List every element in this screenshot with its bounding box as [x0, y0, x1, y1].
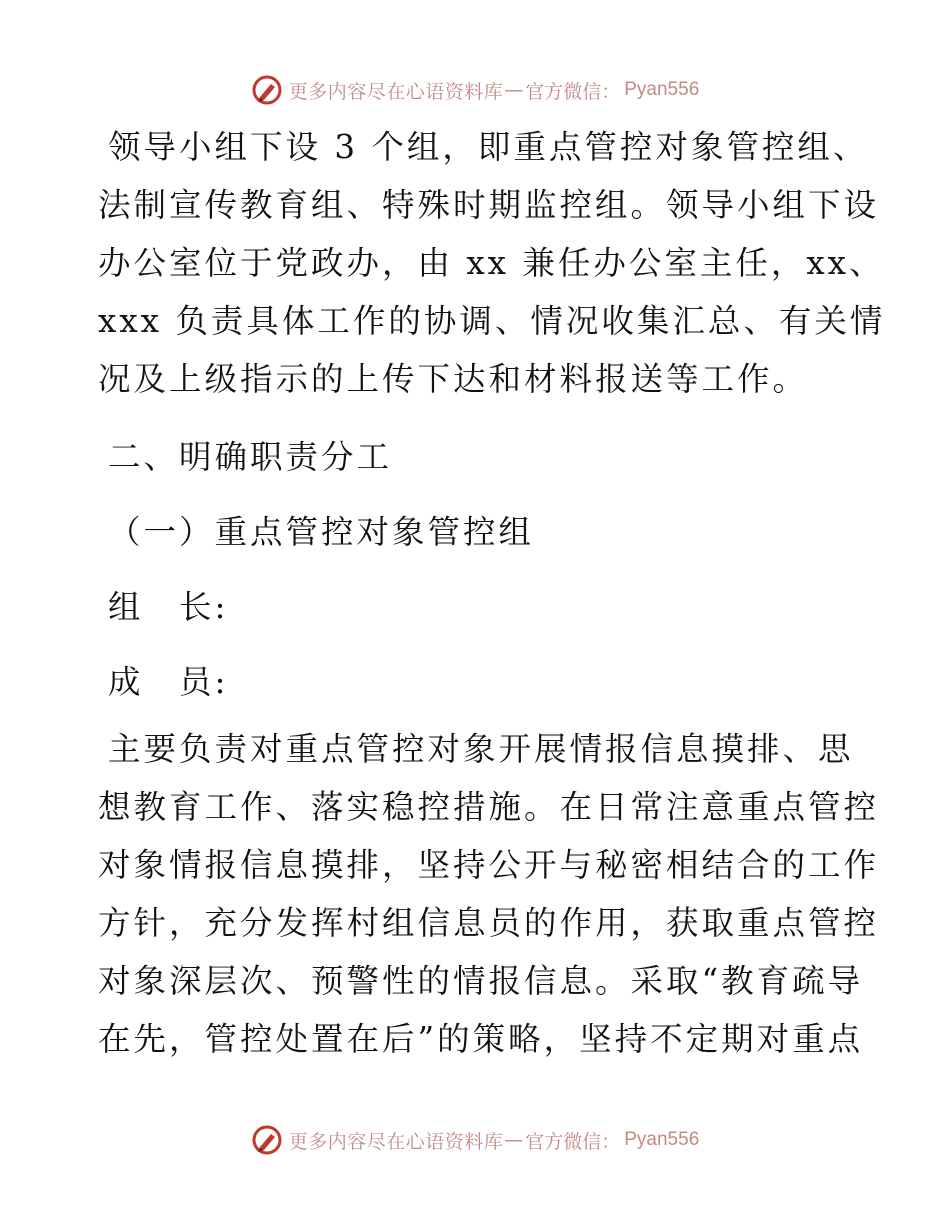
- paragraph-line: 在先，管控处置在后”的策略，坚持不定期对重点: [98, 1020, 864, 1058]
- paragraph-organization: [98, 118, 886, 408]
- watermark-wechat-id: Pyan556: [624, 1129, 700, 1150]
- watermark-dash: —: [504, 1129, 524, 1151]
- paragraph-line: 况及上级指示的上传下达和材料报送等工作。: [98, 360, 809, 398]
- watermark-wechat-label: 官方微信：: [525, 80, 621, 103]
- document-body: [98, 118, 886, 1068]
- paragraph-line: 领导小组下设 3 个组，即重点管控对象管控组、: [108, 128, 869, 166]
- pen-logo-icon: [251, 74, 283, 106]
- watermark-text: 更多内容尽在心语资料库: [288, 1130, 504, 1153]
- paragraph-responsibilities: [98, 720, 880, 1068]
- member-line: 成 员:: [108, 663, 229, 701]
- paragraph-line: 想教育工作、落实稳控措施。在日常注意重点管控: [98, 788, 880, 826]
- leader-line: 组 长:: [108, 588, 229, 626]
- watermark-wechat-label: 官方微信：: [525, 1130, 621, 1153]
- paragraph-line: 方针，充分发挥村组信息员的作用，获取重点管控: [98, 904, 880, 942]
- paragraph-line: 对象情报信息摸排，坚持公开与秘密相结合的工作: [98, 846, 880, 884]
- paragraph-line: xxx 负责具体工作的协调、情况收集汇总、有关情: [98, 302, 886, 340]
- paragraph-line: 办公室位于党政办，由 xx 兼任办公室主任，xx、: [98, 244, 885, 282]
- header-watermark: [0, 70, 950, 110]
- paragraph-line: 主要负责对重点管控对象开展情报信息摸排、思: [108, 730, 854, 768]
- footer-watermark: [0, 1120, 950, 1160]
- section-heading: 二、明确职责分工: [108, 438, 393, 476]
- paragraph-line: 法制宣传教育组、特殊时期监控组。领导小组下设: [98, 186, 880, 224]
- watermark-text: 更多内容尽在心语资料库: [288, 80, 504, 103]
- watermark-wechat-id: Pyan556: [624, 79, 700, 100]
- group-heading: （一）重点管控对象管控组: [108, 513, 535, 551]
- pen-logo-icon: [251, 1124, 283, 1156]
- paragraph-line: 对象深层次、预警性的情报信息。采取“教育疏导: [98, 962, 864, 1000]
- watermark-dash: —: [504, 79, 524, 101]
